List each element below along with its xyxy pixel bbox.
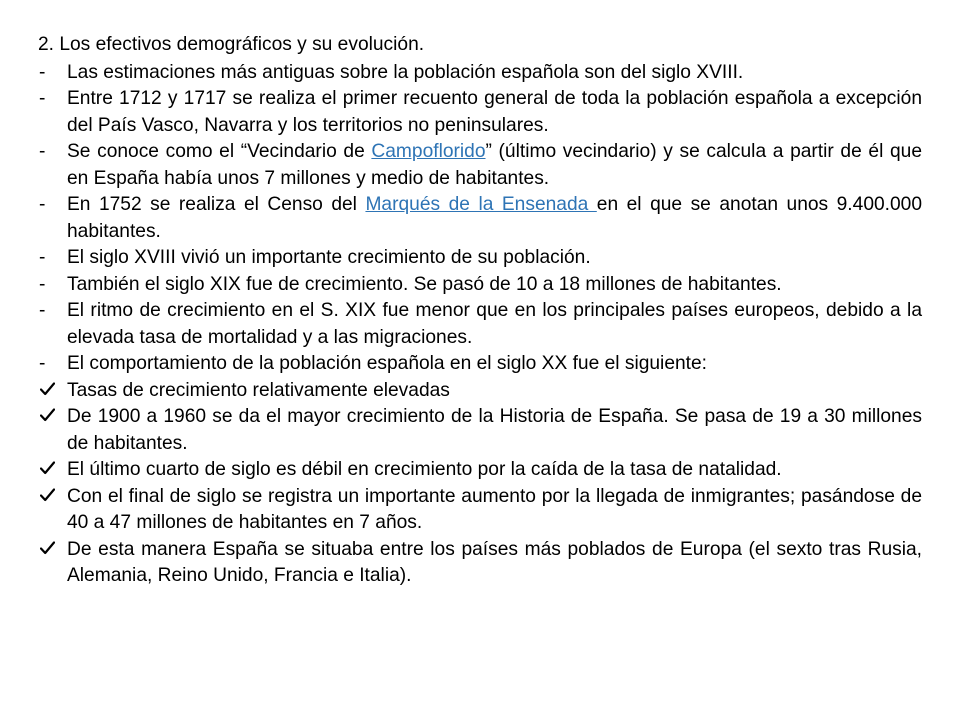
- dash-marker: -: [39, 141, 46, 162]
- bullet-item: [36, 272, 922, 299]
- dash-marker: -: [39, 300, 46, 321]
- check-item: [36, 484, 922, 537]
- dash-marker: -: [39, 61, 46, 83]
- campoflorido-link[interactable]: Campoflorido: [371, 141, 486, 162]
- check-item: [36, 404, 922, 457]
- check-text: De 1900 a 1960 se da el mayor crecimiento de la Historia de España. Se pasa de 19 a 30 millones de habitantes.: [67, 406, 922, 454]
- bullet-item: [36, 245, 922, 272]
- bullet-item: [36, 139, 922, 192]
- checkmark-icon: [40, 458, 55, 485]
- dash-marker: -: [39, 273, 46, 295]
- bullet-text: En 1752 se realiza el Censo del: [67, 194, 366, 215]
- dash-marker: -: [39, 88, 46, 109]
- check-text: De esta manera España se situaba entre los países más poblados de Europa (el sexto tras Rusia, Alemania, Reino Unido, Francia e Italia).: [67, 538, 922, 586]
- check-text: Con el final de siglo se registra un importante aumento por la llegada de inmigrantes; pasándose de 40 a 47 millones de habitantes en 7 años.: [67, 485, 922, 533]
- check-text: El último cuarto de siglo es débil en crecimiento por la caída de la tasa de natalidad.: [67, 459, 782, 480]
- bullet-text: También el siglo XIX fue de crecimiento. Se pasó de 10 a 18 millones de habitantes.: [67, 273, 782, 295]
- bullet-item: [36, 351, 922, 378]
- checkmark-icon: [40, 379, 55, 406]
- bullet-text: en el que se anotan unos 9.400.000 habitantes.: [67, 194, 923, 242]
- bullet-text: Las estimaciones más antiguas sobre la población española son del siglo XVIII.: [67, 61, 744, 83]
- checkmark-icon: [40, 485, 55, 512]
- bullet-item: [36, 60, 922, 87]
- bullet-item: [36, 86, 922, 139]
- check-text: Tasas de crecimiento relativamente elevadas: [67, 379, 450, 401]
- marques-ensenada-link[interactable]: Marqués de la Ensenada: [365, 194, 597, 215]
- bullet-text: El siglo XVIII vivió un importante crecimiento de su población.: [67, 247, 591, 268]
- checkmark-icon: [40, 538, 55, 565]
- checkmark-icon: [40, 405, 55, 432]
- check-item: [36, 537, 922, 590]
- bullet-item: [36, 298, 922, 351]
- bullet-item: [36, 192, 922, 245]
- bullet-text: Entre 1712 y 1717 se realiza el primer recuento general de toda la población española a excepción del País Vasco, Navarra y los territorios no peninsulares.: [67, 88, 922, 136]
- section-heading: 2. Los efectivos demográficos y su evolución.: [38, 34, 425, 55]
- check-item: [36, 457, 922, 484]
- dash-marker: -: [39, 194, 46, 215]
- bullet-text: Se conoce como el “Vecindario de: [67, 141, 372, 162]
- dash-marker: -: [39, 353, 46, 374]
- bullet-text: El comportamiento de la población española en el siglo XX fue el siguiente:: [67, 353, 707, 374]
- bullet-text: El ritmo de crecimiento en el S. XIX fue menor que en los principales países europeos, debido a la elevada tasa de mortalidad y a las migraciones.: [67, 300, 922, 348]
- slide-content: [36, 32, 922, 590]
- check-item: [36, 378, 922, 405]
- bullet-text: ” (último vecindario) y se calcula a partir de él que en España había unos 7 millones y medio de habitantes.: [67, 141, 923, 189]
- dash-marker: -: [39, 247, 46, 268]
